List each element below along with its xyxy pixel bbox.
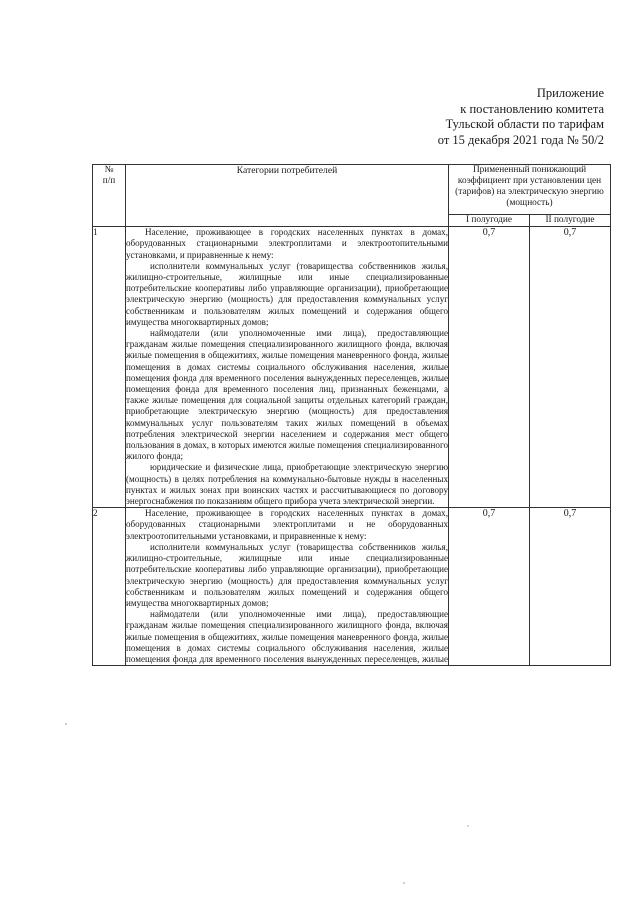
category-paragraph: исполнители коммунальных услуг (товарищества собственников жилья, жилищно-строительные, жилищные или иные специализированные потребительские кооперативы либо управляющие организации), приобретающие электрическую энергию (мощность) для предоставления коммунальных услуг собственникам и пользователям жилых помещений и содержания общего имущества многоквартирных домов; — [126, 260, 448, 327]
half2-coefficient: 0,7 — [530, 227, 611, 508]
appendix-line-2: к постановлению комитета — [460, 101, 604, 116]
col-category-header: Категории потребителей — [126, 165, 449, 227]
half1-coefficient: 0,7 — [449, 508, 530, 666]
category-paragraph: Население, проживающее в городских населенных пунктах в домах, оборудованных стационарными электроплитами и не оборудованных электроотопительными установками, и приравненные к нему: — [126, 508, 448, 541]
category-paragraph: юридические и физические лица, приобретающие электрическую энергию (мощность) в целях потребления на коммунально-бытовые нужды в населенных пунктах и жилых зонах при воинских частях и рассчитывающиеся по договору энергоснабжения по показаниям общего прибора учета электрической энергии. — [126, 462, 448, 507]
appendix-title: Приложение — [536, 86, 604, 100]
col-number-header: № п/п — [93, 165, 126, 227]
scan-speck — [467, 825, 468, 826]
col-coefficient-header: Примененный понижающий коэффициент при установлении цен (тарифов) на электрическую энергию (мощность) — [449, 165, 611, 215]
half1-header: I полугодие — [449, 215, 530, 227]
scan-speck — [65, 723, 67, 725]
appendix-line-3: Тульской области по тарифам — [445, 117, 604, 131]
half1-coefficient: 0,7 — [449, 227, 530, 508]
half2-coefficient: 0,7 — [530, 508, 611, 666]
category-paragraph: Население, проживающее в городских населенных пунктах в домах, оборудованных стационарными электроплитами и электроотопительными установками, и приравненные к нему: — [126, 227, 448, 260]
category-paragraph: наймодатели (или уполномоченные ими лица), предоставляющие гражданам жилые помещения специализированного жилищного фонда, включая жилые помещения в общежитиях, жилые помещения маневренного фонда, жилые помещения в домах системы социального обслуживания населения, жилые помещения фонда для временного поселения вынужденных переселенцев, жилые помещения фонда для временного поселения лиц, признанных беженцами, а также жилые помещения для социальной защиты отдельных категорий граждан, приобретающие электрическую энергию (мощность) для предоставления коммунальных услуг пользователям таких жилых помещений в объемах потребления электрической энергии населением и содержания мест общего пользования в домах, в которых имеются жилые помещения специализированного жилого фонда; — [126, 328, 448, 462]
appendix-date-number: от 15 декабря 2021 года № 50/2 — [437, 132, 604, 147]
scan-speck — [403, 882, 405, 884]
half2-header: II полугодие — [530, 215, 611, 227]
category-paragraph: исполнители коммунальных услуг (товарищества собственников жилья, жилищно-строительные, жилищные или иные специализированные потребительские кооперативы либо управляющие организации), приобретающие электрическую энергию (мощность) для предоставления коммунальных услуг собственникам и пользователям жилых помещений и содержания общего имущества многоквартирных домов; — [126, 541, 448, 608]
row-number: 1 — [93, 227, 126, 508]
row-number: 2 — [93, 508, 126, 666]
category-paragraph: наймодатели (или уполномоченные ими лица), предоставляющие гражданам жилые помещения специализированного жилищного фонда, включая жилые помещения в общежитиях, жилые помещения маневренного фонда, жилые помещения в домах системы социального обслуживания населения, жилые помещения фонда для временного поселения вынужденных переселенцев, жилые — [126, 609, 448, 664]
